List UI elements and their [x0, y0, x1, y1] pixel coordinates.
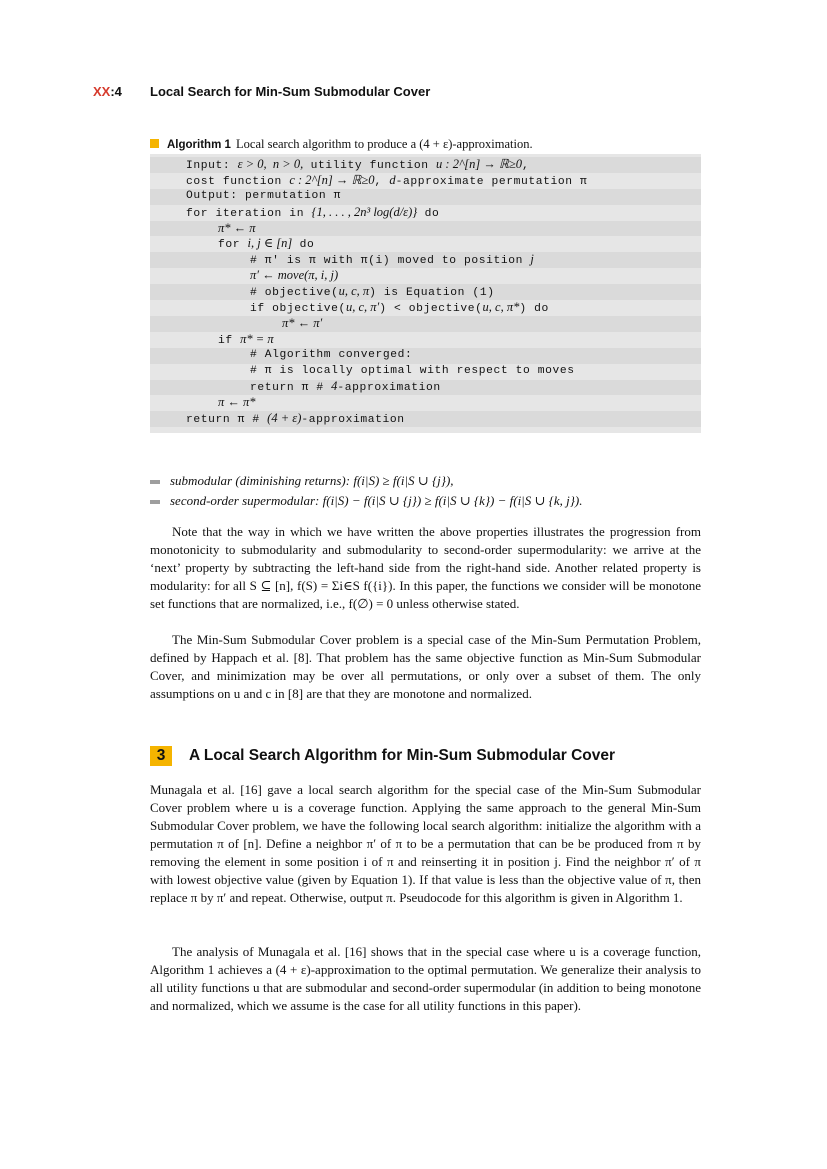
code-text: # π is locally optimal with respect to moves: [250, 364, 575, 377]
code-text: return π #: [250, 382, 332, 395]
dash-bullet-icon: [150, 480, 160, 484]
algorithm-box: [150, 154, 701, 433]
code-line: [186, 157, 587, 173]
page-number: :4: [110, 84, 122, 99]
code-math: u, c, π′: [345, 300, 380, 315]
code-line: [186, 411, 587, 427]
code-math: π′ ← move(π, i, j): [250, 268, 339, 283]
algorithm-caption: [150, 137, 710, 152]
code-text: -approximate permutation π: [395, 175, 588, 188]
code-line: [186, 316, 587, 332]
page-label: [93, 84, 122, 99]
paragraph-local-search: Munagala et al. [16] gave a local search algorithm for the special case of the Min-Sum Submodular Cover problem where u is a coverage function. Applying the same approach to the general Min-Sum Submodular Cover problem, we have the following local search algorithm: initialize the algorithm with a permutation π of [n]. Define a neighbor π′ of π to be a permutation that can be be produced from π by removing the element in some position i of π and reinserting it in position j. Find the neighbor π′ of π with lowest objective value (given by Equation 1). If that value is less than the objective value of π, then replace π by π′ and repeat. Otherwise, output π. Pseudocode for this algorithm is given in Algorithm 1.: [150, 782, 701, 905]
code-math: {1, . . . , 2n³ log(d/ε)}: [311, 204, 418, 219]
code-text: return π #: [186, 414, 268, 427]
dash-bullet-icon: [150, 500, 160, 504]
code-line: [186, 221, 587, 237]
paragraph-properties: Note that the way in which we have written the above properties illustrates the progression from monotonicity to submodularity and submodularity to second-order supermodularity: we arrive at the ‘next’ property by subtracting the left-hand side from the right-hand side. Another related property is modularity: for all S ⊆ [n], f(S) = Σi∈S f({i}). In this paper, the functions we consider will be monotone set functions that are normalized, i.e., f(∅) = 0 unless otherwise stated.: [150, 524, 701, 611]
code-math: π* ← π′: [282, 315, 323, 330]
code-line: [186, 268, 587, 284]
property-term: submodular (diminishing returns):: [170, 473, 351, 488]
code-math: π* ← π: [218, 220, 256, 235]
page-prefix: XX: [93, 84, 111, 99]
code-line: [186, 300, 587, 316]
code-line: [186, 332, 587, 348]
code-text: if: [218, 334, 241, 347]
code-text: Output: permutation π: [186, 189, 341, 202]
paragraph-analysis: The analysis of Munagala et al. [16] shows that in the special case where u is a coverage function, Algorithm 1 achieves a (4 + ε)-approximation to the optimal permutation. We generalize their analysis to all utility functions u that are submodular and second-order supermodular (in addition to being monotone and normalized, which we assume is the case for all utility functions in this paper).: [150, 944, 701, 1013]
code-text: cost function: [186, 175, 290, 188]
code-line: [186, 284, 587, 300]
code-text: for: [218, 239, 248, 252]
list-item: [150, 471, 710, 491]
code-math: d: [389, 172, 396, 187]
property-term: second-order supermodular:: [170, 493, 320, 508]
code-line: [186, 236, 587, 252]
code-text: # π′ is π with π(i) moved to position: [250, 255, 531, 268]
section-number: 3: [150, 746, 172, 766]
code-text: ,: [521, 160, 530, 172]
section-title: A Local Search Algorithm for Min-Sum Submodular Cover: [189, 747, 616, 764]
code-line: [186, 173, 587, 189]
page-header: [93, 84, 733, 104]
code-text: utility function: [303, 160, 437, 172]
code-text: -approximation: [337, 382, 441, 395]
code-text: do: [417, 207, 440, 220]
list-item: [150, 491, 710, 511]
code-text: if objective(: [250, 303, 346, 316]
code-text: do: [292, 239, 315, 252]
code-line: [186, 189, 587, 205]
code-math: (4 + ε): [267, 411, 302, 426]
code-text: ) do: [519, 303, 549, 316]
code-text: for iteration in: [186, 207, 312, 220]
code-math: u, c, π: [338, 284, 370, 299]
code-text: ) is Equation (1): [369, 287, 495, 300]
code-line: [186, 395, 587, 411]
square-bullet-icon: [150, 139, 159, 148]
code-math: 4: [331, 379, 338, 394]
property-list: [150, 471, 710, 511]
section-heading: [150, 746, 615, 768]
code-text: Input:: [186, 160, 238, 172]
property-formula: f(i|S) ≥ f(i|S ∪ {j}),: [350, 473, 454, 488]
code-line: [186, 364, 587, 380]
code-line: [186, 252, 587, 268]
code-text: ,: [374, 175, 390, 188]
algorithm-label: Algorithm 1: [167, 139, 231, 151]
code-math: j: [530, 252, 534, 267]
algorithm-caption-text: Local search algorithm to produce a (4 + ε)-approximation.: [236, 137, 533, 151]
property-formula: f(i|S) − f(i|S ∪ {j}) ≥ f(i|S ∪ {k}) − f(i|S ∪ {k, j}).: [319, 493, 583, 508]
code-math: π ← π*: [218, 395, 256, 410]
code-text: # Algorithm converged:: [250, 348, 413, 361]
code-math: i, j ∈ [n]: [247, 236, 293, 251]
code-line: [186, 379, 587, 395]
code-line: [186, 348, 587, 364]
code-math: c : 2^[n] → ℝ≥0: [289, 172, 375, 187]
code-math: π* = π: [240, 331, 274, 346]
code-math: u : 2^[n] → ℝ≥0: [436, 157, 522, 171]
running-title: Local Search for Min-Sum Submodular Cover: [150, 84, 431, 99]
code-line: [186, 205, 587, 221]
code-text: ) < objective(: [379, 303, 483, 316]
paragraph-min-sum-permutation: The Min-Sum Submodular Cover problem is a special case of the Min-Sum Permutation Problem, defined by Happach et al. [8]. That problem has the same objective function as Min-Sum Submodular Cover, and minimization may be over all permutations, or only over a subset of them. The only assumptions on u and c in [8] are that they are monotone and normalized.: [150, 632, 701, 701]
pseudocode: [186, 157, 587, 427]
code-math: ε > 0, n > 0,: [237, 157, 304, 171]
code-text: -approximation: [301, 414, 405, 427]
code-math: u, c, π*: [482, 300, 520, 315]
code-text: # objective(: [250, 287, 339, 300]
